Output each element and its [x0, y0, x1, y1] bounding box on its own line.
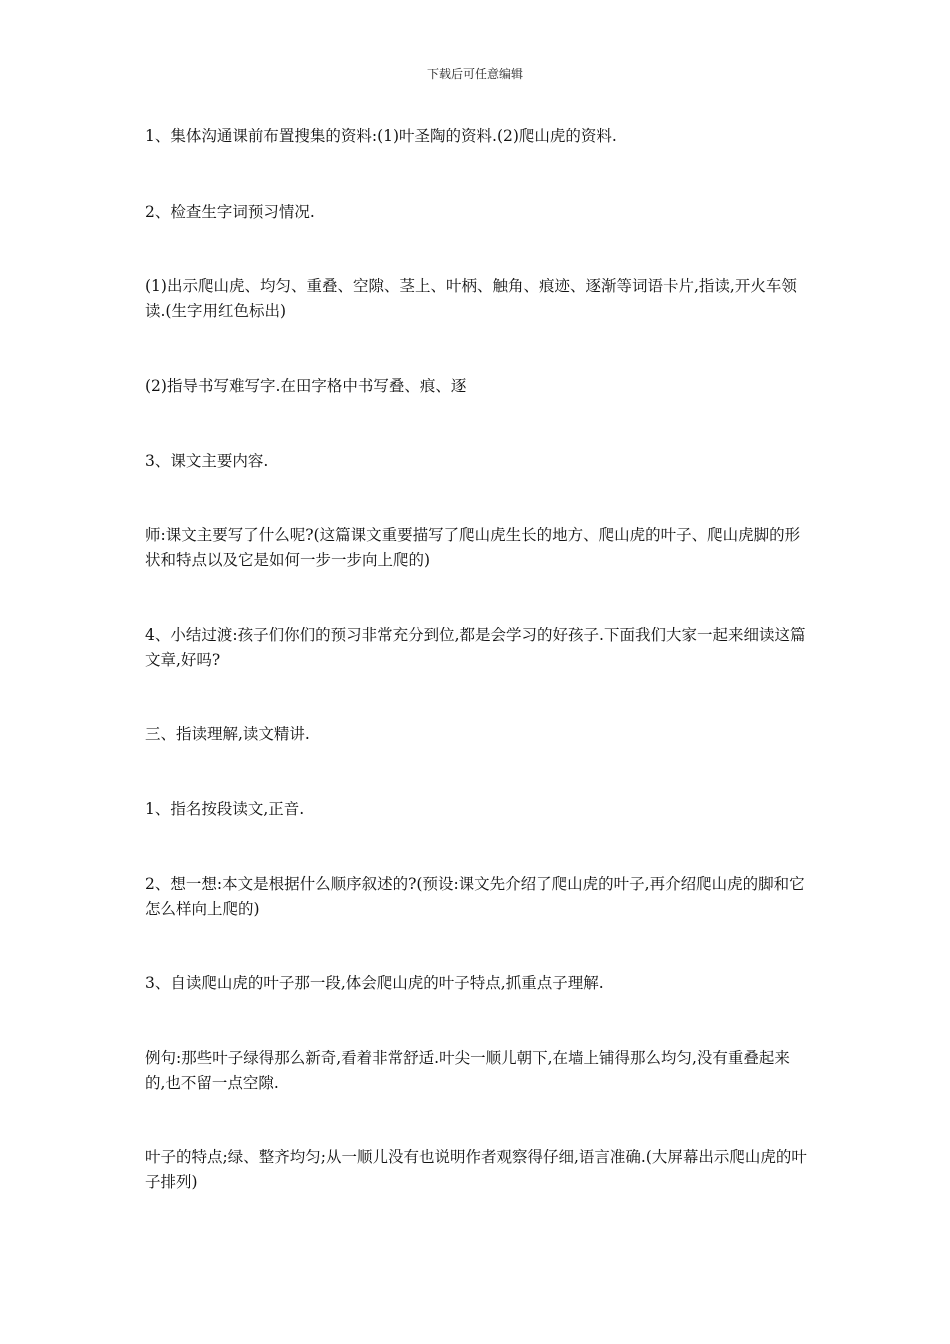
page-header: 下载后可任意编辑 — [426, 67, 523, 81]
paragraph-9: 1、指名按段读文,正音. — [145, 800, 305, 818]
paragraph-11: 3、自读爬山虎的叶子那一段,体会爬山虎的叶子特点,抓重点子理解. — [145, 974, 604, 992]
paragraph-10: 2、想一想:本文是根据什么顺序叙述的?(预设:课文先介绍了爬山虎的叶子,再介绍爬山虎的脚和它怎么样向上爬的) — [145, 875, 805, 918]
paragraph-8: 三、指读理解,读文精讲. — [145, 725, 310, 743]
paragraph-4: (2)指导书写难写字.在田字格中书写叠、痕、逐 — [145, 377, 467, 395]
paragraph-6: 师:课文主要写了什么呢?(这篇课文重要描写了爬山虎生长的地方、爬山虎的叶子、爬山虎脚的形状和特点以及它是如何一步一步向上爬的) — [145, 526, 801, 569]
paragraph-5: 3、课文主要内容. — [145, 452, 269, 470]
paragraph-7: 4、小结过渡:孩子们你们的预习非常充分到位,都是会学习的好孩子.下面我们大家一起来细读这篇文章,好吗? — [145, 626, 806, 669]
paragraph-12: 例句:那些叶子绿得那么新奇,看着非常舒适.叶尖一顺儿朝下,在墙上铺得那么均匀,没有重叠起来的,也不留一点空隙. — [145, 1049, 790, 1092]
paragraph-3: (1)出示爬山虎、均匀、重叠、空隙、茎上、叶柄、触角、痕迹、逐渐等词语卡片,指读,开火车领读.(生字用红色标出) — [145, 277, 797, 320]
paragraph-13: 叶子的特点;绿、整齐均匀;从一顺儿没有也说明作者观察得仔细,语言准确.(大屏幕出示爬山虎的叶子排列) — [145, 1148, 807, 1191]
paragraph-2: 2、检查生字词预习情况. — [145, 203, 315, 221]
paragraph-1: 1、集体沟通课前布置搜集的资料:(1)叶圣陶的资料.(2)爬山虎的资料. — [145, 127, 617, 145]
